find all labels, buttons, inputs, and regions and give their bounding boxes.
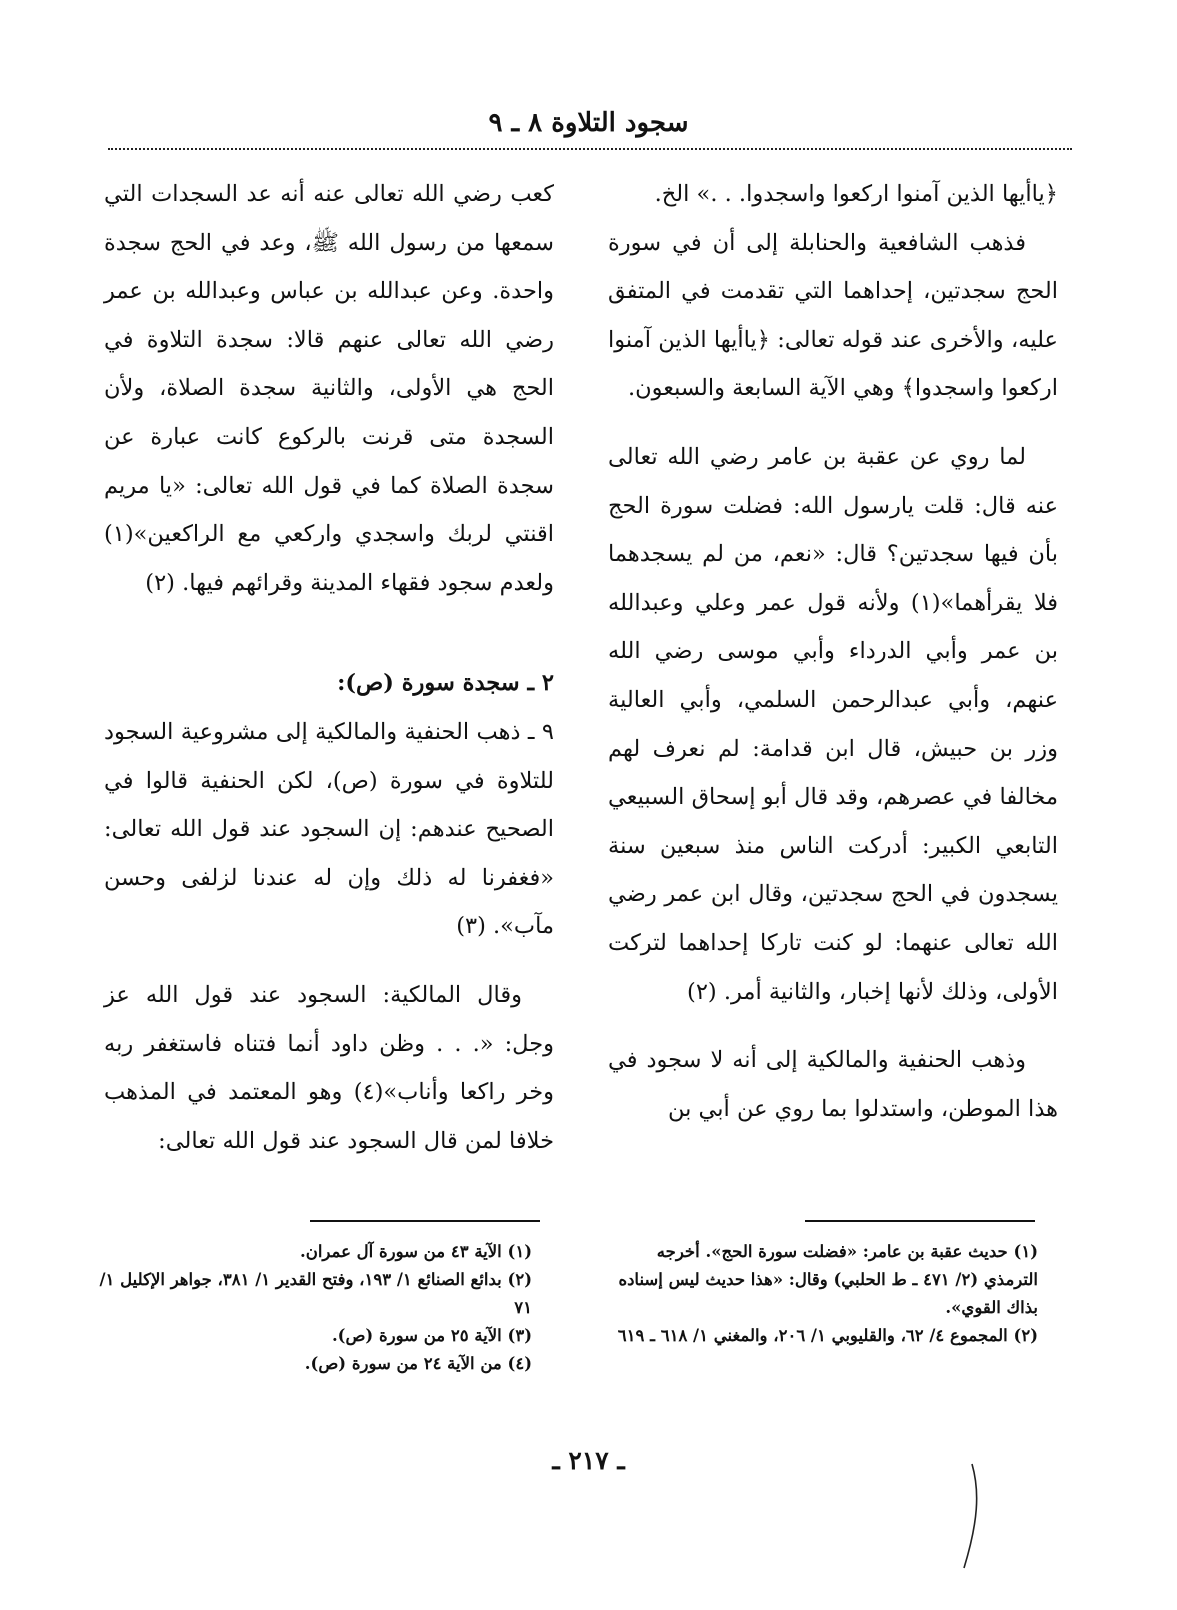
- footnote-rule-left: [310, 1220, 540, 1222]
- footnote-left-3: (٣) الآية ٢٥ من سورة (ص).: [331, 1326, 532, 1345]
- right-paragraph-1: ﴿ياأيها الذين آمنوا اركعوا واسجدوا. . .» الخ.: [654, 181, 1058, 207]
- header-dotted-rule: [108, 148, 1072, 150]
- footnotes-right: [598, 1238, 1038, 1350]
- pen-stroke-icon: [958, 1462, 988, 1572]
- right-paragraph-3: لما روي عن عقبة بن عامر رضي الله تعالى عنه قال: قلت يارسول الله: فضلت سورة الحج بأن فيها سجدتين؟ قال: «نعم، من لم يسجدهما فلا يقرأهما»(١) ولأنه قول عمر وعلي وعبدالله بن عمر وأبي الدرداء وأبي موسى رضي الله عنهم، وأبي عبدالرحمن السلمي، وأبي العالية وزر بن حبيش، قال ابن قدامة: لم نعرف لهم مخالفا في عصرهم، وقد قال أبو إسحاق السبيعي التابعي الكبير: أدركت الناس منذ سبعين سنة يسجدون في الحج سجدتين، وقال ابن عمر رضي الله تعالى عنهما: لو كنت تاركا إحداهما لتركت الأولى، وذلك لأنها إخبار، والثانية أمر. (٢): [608, 443, 1059, 1005]
- right-paragraph-2: فذهب الشافعية والحنابلة إلى أن في سورة الحج سجدتين، إحداهما التي تقدمت في المتفق عليه، والأخرى عند قوله تعالى: ﴿ياأيها الذين آمنوا اركعوا واسجدوا﴾ وهي الآية السابعة والسبعون.: [608, 229, 1058, 402]
- left-text-column: [104, 170, 554, 1165]
- left-paragraph-3: وقال المالكية: السجود عند قول الله عز وجل: «. . . وظن داود أنما فتناه فاستغفر ربه وخر راكعا وأناب»(٤) وهو المعتمد في المذهب خلافا لمن قال السجود عند قول الله تعالى:: [104, 981, 554, 1154]
- footnote-rule-right: [805, 1220, 1035, 1222]
- footnote-left-2: (٢) بدائع الصنائع ١/ ١٩٣، وفتح القدير ١/ ٣٨١، جواهر الإكليل ١/ ٧١: [99, 1270, 532, 1317]
- page-number: ـ ٢١٧ ـ: [552, 1446, 625, 1475]
- right-paragraph-4: وذهب الحنفية والمالكية إلى أنه لا سجود في هذا الموطن، واستدلوا بما روي عن أبي بن: [608, 1047, 1058, 1122]
- footnotes-left: [92, 1238, 532, 1378]
- footnote-right-1: (١) حديث عقبة بن عامر: «فضلت سورة الحج». أخرجه الترمذي (٢/ ٤٧١ ـ ط الحلبي) وقال: «هذا حديث ليس إسناده بذاك القوي».: [618, 1242, 1038, 1317]
- left-paragraph-2: ٩ ـ ذهب الحنفية والمالكية إلى مشروعية السجود للتلاوة في سورة (ص)، لكن الحنفية قالوا في الصحيح عندهم: إن السجود عند قول الله تعالى: «فغفرنا له ذلك وإن له عندنا لزلفى وحسن مآب». (٣): [104, 718, 555, 940]
- footnote-left-4: (٤) من الآية ٢٤ من سورة (ص).: [304, 1354, 532, 1373]
- footnote-left-1: (١) الآية ٤٣ من سورة آل عمران.: [299, 1242, 532, 1261]
- right-text-column: [608, 170, 1058, 1133]
- left-paragraph-1: كعب رضي الله تعالى عنه أنه عد السجدات التي سمعها من رسول الله ﷺ، وعد في الحج سجدة واحدة. وعن عبدالله بن عباس وعبدالله بن عمر رضي الله تعالى عنهم قالا: سجدة التلاوة في الحج هي الأولى، والثانية سجدة الصلاة، ولأن السجدة متى قرنت بالركوع كانت عبارة عن سجدة الصلاة كما في قول الله تعالى: «يا مريم اقنتي لربك واسجدي واركعي مع الراكعين»(١) ولعدم سجود فقهاء المدينة وقرائهم فيها. (٢): [104, 181, 554, 596]
- running-header-title: سجود التلاوة ٨ ـ ٩: [488, 108, 689, 138]
- section-heading: ٢ ـ سجدة سورة (ص):: [337, 670, 554, 697]
- footnote-right-2: (٢) المجموع ٤/ ٦٢، والقليوبي ١/ ٢٠٦، والمغني ١/ ٦١٨ ـ ٦١٩: [617, 1326, 1038, 1345]
